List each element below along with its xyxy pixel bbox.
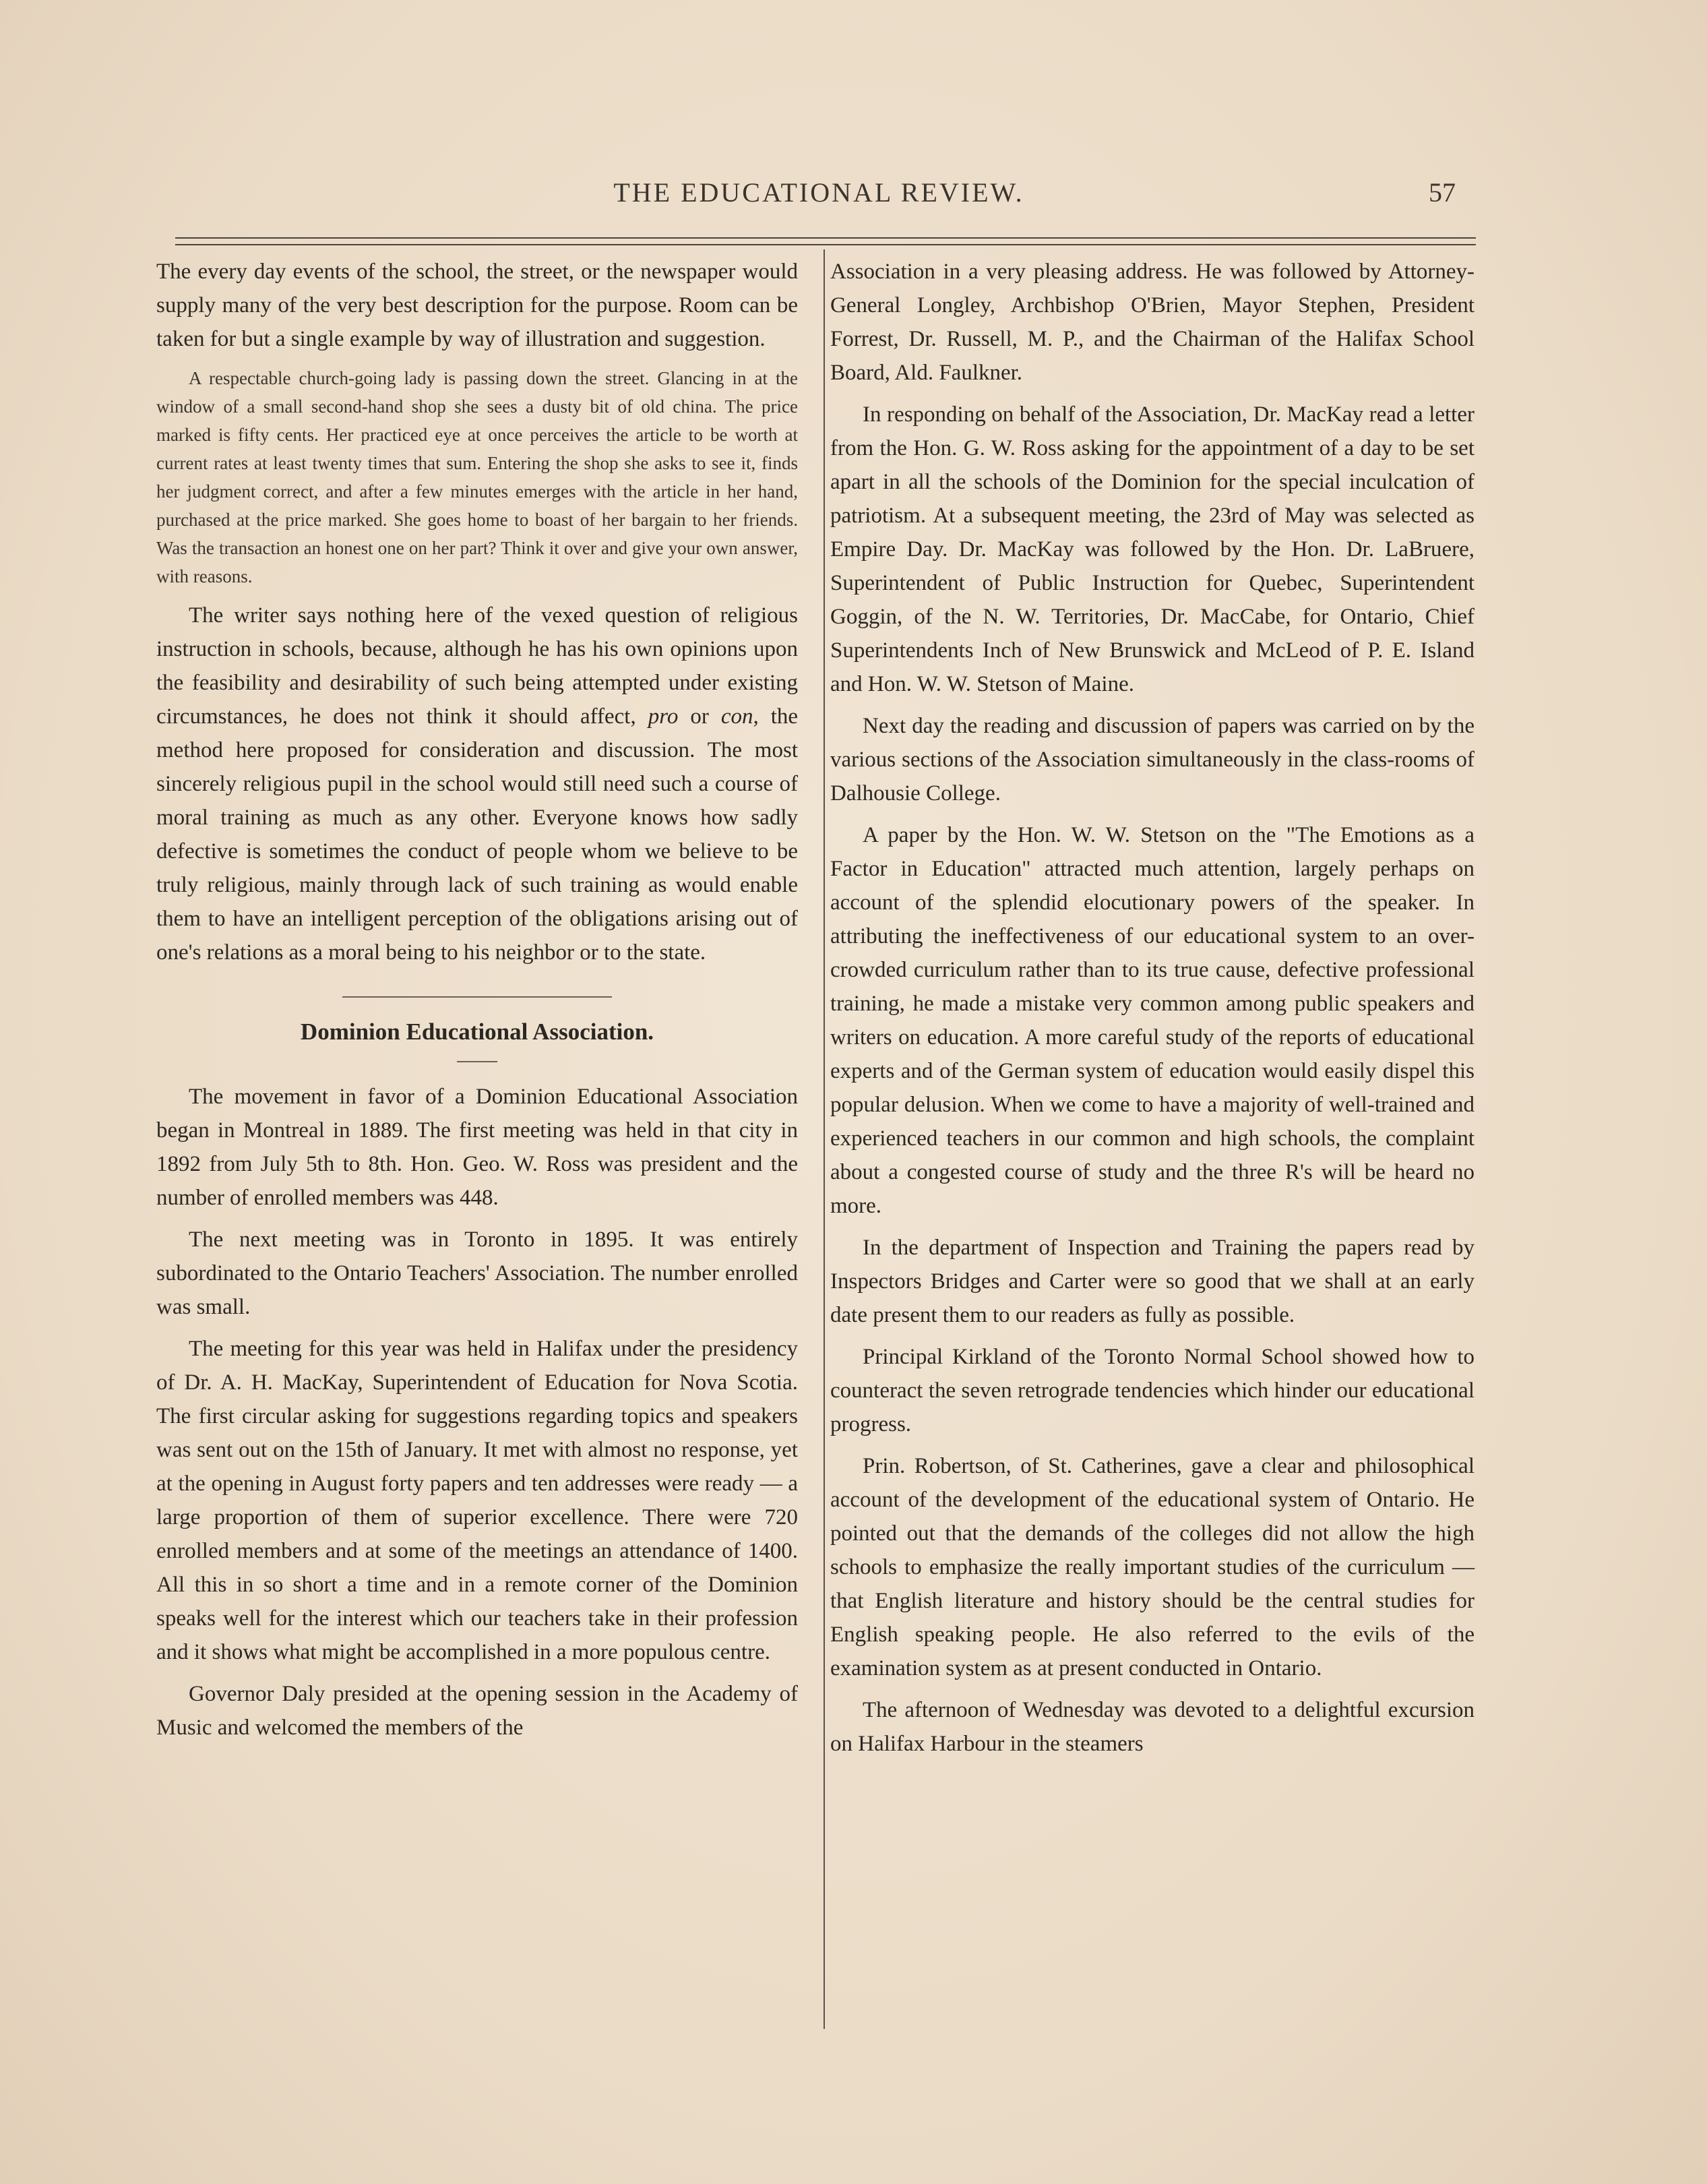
paragraph: A paper by the Hon. W. W. Stetson on the "The Emotions as a Factor in Education" attracted much attention, largely perhaps on account of the splendid elocutionary powers of the speaker. In attributing the ineffectiveness of our educational system to an over-crowded curriculum rather than to its true cause, defective professional training, he made a mistake very common among public speakers and writers on education. A more careful study of the reports of educational experts and of the German system of education would easily dispel this popular delusion. When we come to have a majority of well-trained and experienced teachers in our common and high schools, the complaint about a congested course of study and the three R's will be heard no more. (830, 823, 1475, 1218)
paragraph (156, 599, 798, 969)
paragraph-text: or (690, 704, 709, 729)
page-header (168, 177, 1469, 224)
paragraph: The every day events of the school, the street, or the newspaper would supply many of the very best description for the purpose. Room can be taken for but a single example by way of illustration and suggestion. (156, 260, 798, 351)
section-heading: Dominion Educational Association. (300, 1019, 654, 1045)
paragraph: In responding on behalf of the Association, Dr. MacKay read a letter from the Hon. G. W. Ross asking for the appointment of a day to be set apart in all the schools of the Dominion for the special inculcation of patriotism. At a subsequent meeting, the 23rd of May was selected as Empire Day. Dr. MacKay was followed by the Hon. Dr. LaBruere, Superintendent of Public Instruction for Quebec, Superintendent Goggin, of the N. W. Territories, Dr. MacCabe, for Ontario, Chief Superintendents Inch of New Brunswick and McLeod of P. E. Island and Hon. W. W. Stetson of Maine. (830, 402, 1475, 696)
page-number: 57 (1429, 177, 1456, 208)
publication-title: THE EDUCATIONAL REVIEW. (613, 177, 1024, 208)
paragraph: Prin. Robertson, of St. Catherines, gave a clear and philosophical account of the development of the educational system of Ontario. He pointed out that the demands of the colleges did not allow the high schools to emphasize the really important studies of the curriculum — that English literature and history should be the central studies for English speaking people. He also referred to the evils of the examination system as at present conducted in Ontario. (830, 1454, 1475, 1680)
paragraph: The next meeting was in Toronto in 1895. It was entirely subordinated to the Ontario Teachers' Association. The number enrolled was small. (156, 1227, 798, 1319)
paragraph: The meeting for this year was held in Halifax under the presidency of Dr. A. H. MacKay, Superintendent of Education for Nova Scotia. The first circular asking for suggestions regarding topics and speakers was sent out on the 15th of January. It met with almost no response, yet at the opening in August forty papers and ten addresses were ready — a large proportion of them of superior excellence. There were 720 enrolled members and at some of the meetings an attendance of 1400. All this in so short a time and in a remote corner of the Dominion speaks well for the interest which our teachers take in their profession and it shows what might be accomplished in a more populous centre. (156, 1337, 798, 1664)
paragraph: Next day the reading and discussion of papers was carried on by the various sections of the Association simultaneously in the class-rooms of Dalhousie College. (830, 714, 1475, 806)
header-rule-bottom (175, 244, 1476, 245)
paragraph: Principal Kirkland of the Toronto Normal School showed how to counteract the seven retrograde tendencies which hinder our educational progress. (830, 1345, 1475, 1436)
column-divider (824, 249, 825, 2029)
right-column (830, 255, 1475, 1761)
paragraph: The afternoon of Wednesday was devoted to a delightful excursion on Halifax Harbour in the steamers (830, 1698, 1475, 1756)
paragraph-text: The writer says nothing here of the vexed question of religious instruction in schools, because, although he has his own opinions upon the feasibility and desirability of such being attempted under existing circumstances, he does not think it should affect, (156, 603, 798, 729)
paragraph: Association in a very pleasing address. He was followed by Attorney-General Longley, Archbishop O'Brien, Mayor Stephen, President Forrest, Dr. Russell, M. P., and the Chairman of the Halifax School Board, Ald. Faulkner. (830, 260, 1475, 385)
paragraph: Governor Daly presided at the opening session in the Academy of Music and welcomed the members of the (156, 1682, 798, 1740)
paragraph-text: the method here proposed for consideration and discussion. The most sincerely religious pupil in the school would still need such a course of moral training as much as any other. Everyone knows how sadly defective is sometimes the conduct of people whom we believe to be truly religious, mainly through lack of such training as would enable them to have an intelligent perception of the obligations arising out of one's relations as a moral being to his neighbor or to the state. (156, 704, 799, 965)
italic-text: pro (648, 704, 679, 729)
section-separator (342, 996, 612, 998)
heading-rule (457, 1061, 497, 1062)
header-rule-top (175, 237, 1476, 239)
italic-text: con, (720, 704, 759, 729)
example-paragraph: A respectable church-going lady is passing down the street. Glancing in at the window of a small second-hand shop she sees a dusty bit of old china. The price marked is fifty cents. Her practiced eye at once perceives the article to be worth at current rates at least twenty times that sum. Entering the shop she asks to see it, finds her judgment correct, and after a few minutes emerges with the article in her hand, purchased at the price marked. She goes home to boast of her bargain to her friends. Was the transaction an honest one on her part? Think it over and give your own answer, with reasons. (156, 368, 798, 586)
paragraph: The movement in favor of a Dominion Educational Association began in Montreal in 1889. The first meeting was held in that city in 1892 from July 5th to 8th. Hon. Geo. W. Ross was president and the number of enrolled members was 448. (156, 1085, 798, 1210)
left-column (156, 255, 798, 1745)
paragraph: In the department of Inspection and Training the papers read by Inspectors Bridges and Carter were so good that we shall at an early date present them to our readers as fully as possible. (830, 1236, 1475, 1327)
